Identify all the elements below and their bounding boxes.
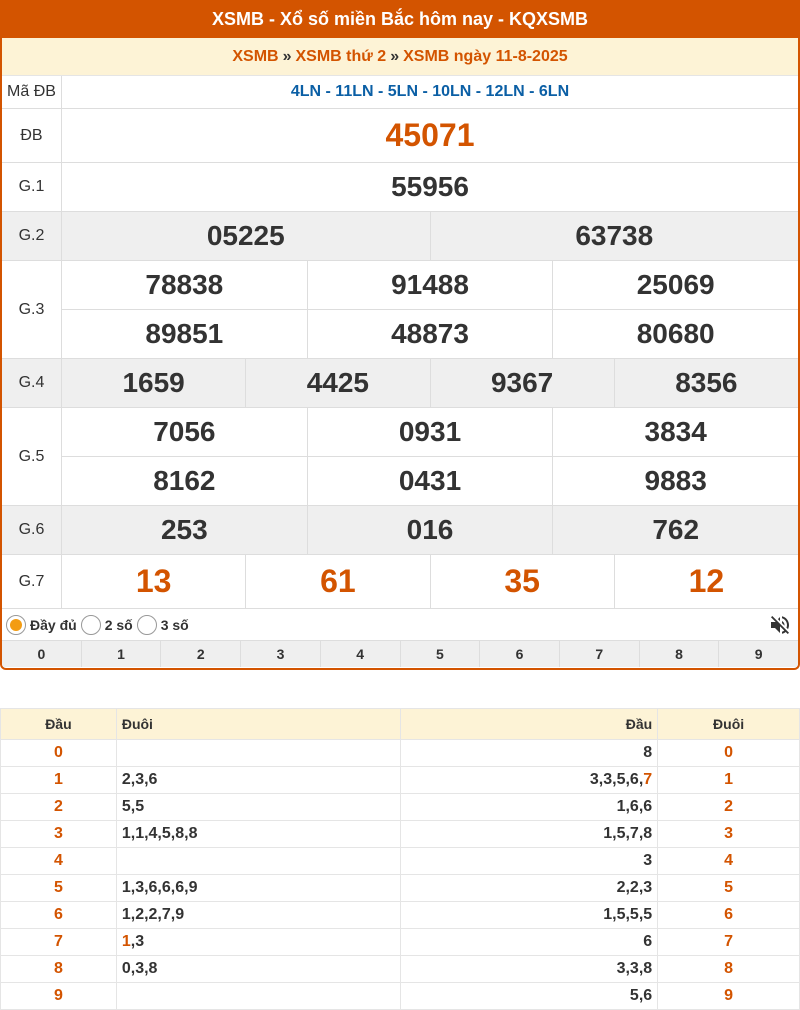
row-g2	[2, 212, 798, 261]
breadcrumb-separator: »	[282, 48, 292, 65]
row-ma-db	[2, 76, 798, 109]
dau-cell: 7	[1, 929, 117, 956]
row-g4	[2, 359, 798, 408]
row-label: G.5	[2, 408, 62, 505]
digit-filter-bar	[2, 641, 798, 667]
col-duoi-right: Đuôi	[658, 709, 800, 740]
duoi-right-cell: 5	[658, 875, 800, 902]
digit-filter-4[interactable]: 4	[320, 641, 400, 667]
duoi-right-cell: 1	[658, 767, 800, 794]
dau-right-cell	[400, 767, 658, 794]
digit-filter-6[interactable]: 6	[479, 641, 559, 667]
duoi-highlight: 1	[121, 933, 131, 950]
dau-right-highlight: 7	[643, 771, 653, 788]
prize-number: 48873	[307, 310, 553, 358]
ma-db-value: 4LN - 11LN - 5LN - 10LN - 12LN - 6LN	[290, 83, 570, 100]
prize-number: 80680	[552, 310, 798, 358]
page-title: XSMB - Xổ số miền Bắc hôm nay - KQXSMB	[2, 0, 798, 38]
prize-number: 762	[552, 506, 798, 554]
row-g7	[2, 555, 798, 609]
table-row	[1, 983, 800, 1010]
dau-cell: 5	[1, 875, 117, 902]
dau-right-cell: 8	[400, 740, 658, 767]
table-row	[1, 821, 800, 848]
digit-filter-1[interactable]: 1	[81, 641, 161, 667]
dau-right-cell: 1,5,5,5	[400, 902, 658, 929]
dau-cell: 8	[1, 956, 117, 983]
radio-two-digits[interactable]	[81, 615, 101, 635]
duoi-text: ,3	[130, 933, 145, 950]
prize-number: 9367	[430, 359, 614, 407]
duoi-cell	[116, 929, 400, 956]
digit-filter-2[interactable]: 2	[160, 641, 240, 667]
prize-number: 05225	[206, 220, 285, 251]
option-three-label: 3 số	[160, 616, 189, 633]
row-label: G.4	[2, 359, 62, 407]
prize-number: 35	[430, 555, 614, 608]
duoi-cell	[116, 740, 400, 767]
dau-right-cell: 1,5,7,8	[400, 821, 658, 848]
prize-number: 91488	[307, 261, 553, 309]
dau-cell: 9	[1, 983, 117, 1010]
duoi-cell	[116, 983, 400, 1010]
duoi-cell: 1,3,6,6,6,9	[116, 875, 400, 902]
option-three-digits[interactable]	[137, 615, 189, 635]
row-label: Mã ĐB	[2, 76, 62, 108]
duoi-cell: 5,5	[116, 794, 400, 821]
breadcrumb-weekday[interactable]: XSMB thứ 2	[295, 48, 387, 65]
row-g1	[2, 163, 798, 212]
row-label: G.2	[2, 212, 62, 260]
breadcrumb-xsmb[interactable]: XSMB	[232, 48, 279, 65]
prize-number: 7056	[153, 416, 216, 447]
row-g3	[2, 261, 798, 359]
prize-number: 016	[307, 506, 553, 554]
digit-filter-8[interactable]: 8	[639, 641, 719, 667]
dau-right-cell: 5,6	[400, 983, 658, 1010]
prize-number: 0431	[307, 457, 553, 505]
option-two-digits[interactable]	[81, 615, 133, 635]
digit-filter-7[interactable]: 7	[559, 641, 639, 667]
dau-right-cell: 6	[400, 929, 658, 956]
prize-number: 0931	[307, 408, 553, 456]
dau-cell: 1	[1, 767, 117, 794]
prize-number: 63738	[430, 212, 799, 260]
duoi-right-cell: 6	[658, 902, 800, 929]
prize-number: 12	[614, 555, 798, 608]
dau-right-cell: 3	[400, 848, 658, 875]
option-full-label: Đầy đủ	[30, 616, 77, 633]
prize-number: 253	[160, 514, 208, 545]
dau-cell: 2	[1, 794, 117, 821]
table-row	[1, 767, 800, 794]
prize-number: 1659	[122, 367, 185, 398]
special-prize-number: 45071	[385, 117, 475, 153]
dau-right-cell: 3,3,8	[400, 956, 658, 983]
table-row	[1, 875, 800, 902]
table-row	[1, 956, 800, 983]
table-row	[1, 848, 800, 875]
dau-right-cell: 2,2,3	[400, 875, 658, 902]
table-row	[1, 794, 800, 821]
prize-number: 4425	[245, 359, 429, 407]
breadcrumb-separator: »	[390, 48, 400, 65]
row-label: G.1	[2, 163, 62, 211]
prize-number: 8356	[614, 359, 798, 407]
duoi-right-cell: 4	[658, 848, 800, 875]
breadcrumb	[2, 38, 798, 76]
col-duoi: Đuôi	[116, 709, 400, 740]
digit-filter-9[interactable]: 9	[718, 641, 798, 667]
row-g5	[2, 408, 798, 506]
duoi-cell: 1,2,2,7,9	[116, 902, 400, 929]
prize-number: 8162	[153, 465, 216, 496]
prize-number: 78838	[145, 269, 224, 300]
digit-filter-5[interactable]: 5	[400, 641, 480, 667]
prize-number: 25069	[552, 261, 798, 309]
prize-number: 3834	[552, 408, 798, 456]
dau-right-cell: 1,6,6	[400, 794, 658, 821]
dau-cell: 3	[1, 821, 117, 848]
prize-number: 89851	[145, 318, 224, 349]
row-label: ĐB	[2, 109, 62, 162]
duoi-right-cell: 7	[658, 929, 800, 956]
prize-number: 13	[135, 563, 172, 599]
breadcrumb-date[interactable]: XSMB ngày 11-8-2025	[403, 48, 568, 65]
row-label: G.7	[2, 555, 62, 608]
digit-filter-0[interactable]: 0	[37, 646, 46, 662]
duoi-right-cell: 3	[658, 821, 800, 848]
volume-off-icon[interactable]	[768, 613, 792, 637]
duoi-right-cell: 2	[658, 794, 800, 821]
prize-number: 55956	[391, 171, 469, 202]
col-dau: Đầu	[1, 709, 117, 740]
option-full[interactable]	[6, 615, 77, 635]
prize-number: 9883	[552, 457, 798, 505]
duoi-cell	[116, 848, 400, 875]
prize-number: 61	[245, 555, 429, 608]
row-g6	[2, 506, 798, 555]
duoi-right-cell: 9	[658, 983, 800, 1010]
duoi-right-cell: 8	[658, 956, 800, 983]
digit-filter-3[interactable]: 3	[240, 641, 320, 667]
duoi-cell: 2,3,6	[116, 767, 400, 794]
table-row	[1, 902, 800, 929]
radio-three-digits[interactable]	[137, 615, 157, 635]
col-dau-right: Đầu	[400, 709, 658, 740]
duoi-cell: 1,1,4,5,8,8	[116, 821, 400, 848]
dau-right-text: 3,3,5,6,	[589, 771, 644, 788]
dau-cell: 4	[1, 848, 117, 875]
row-label: G.3	[2, 261, 62, 358]
radio-full[interactable]	[6, 615, 26, 635]
duoi-cell: 0,3,8	[116, 956, 400, 983]
table-header-row	[1, 709, 800, 740]
display-options	[2, 609, 798, 641]
table-row	[1, 929, 800, 956]
dau-cell: 0	[1, 740, 117, 767]
duoi-right-cell: 0	[658, 740, 800, 767]
row-label: G.6	[2, 506, 62, 554]
dau-cell: 6	[1, 902, 117, 929]
row-special-prize	[2, 109, 798, 163]
option-two-label: 2 số	[104, 616, 133, 633]
table-row	[1, 740, 800, 767]
dau-duoi-table	[0, 708, 800, 1010]
